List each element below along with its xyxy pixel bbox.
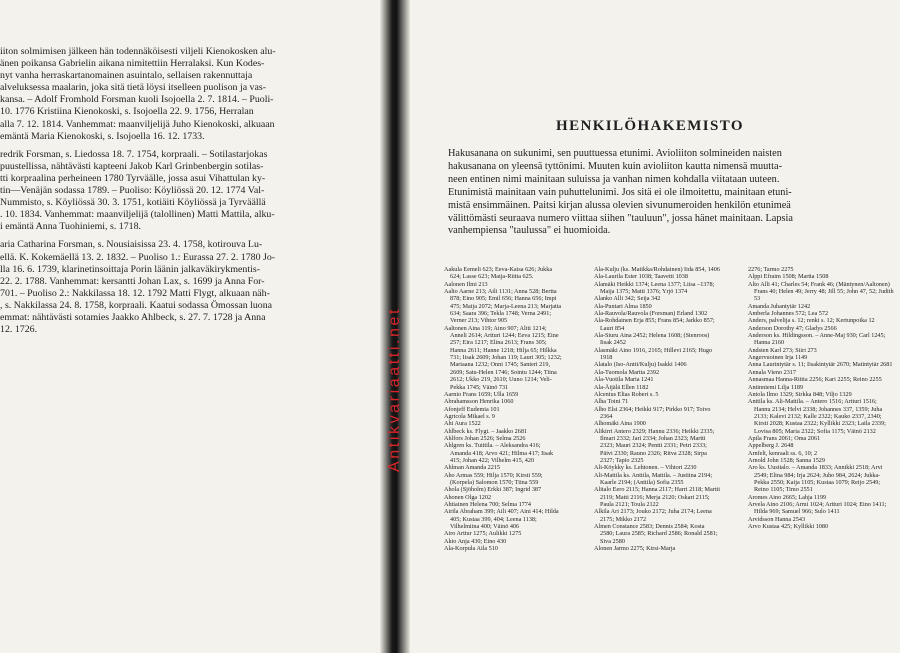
text-line: ellä. K. Kokemäellä 13. 2. 1832. – Puoliso 1.: Eurassa 27. 2. 1780 Jo-: [0, 251, 276, 263]
text-line: kansa. – Adolf Fromhold Forsman kuoli Isojoella 2. 7. 1814. – Puoli-: [0, 94, 274, 106]
index-entry: Ahlman Amanda 2215: [444, 464, 501, 472]
index-entry: Amberla Johannes 572; Lea 572: [748, 310, 829, 318]
index-entry: Ahlbeck ks. Flygt. – Jaakko 2681: [444, 427, 528, 435]
text-line: emäntä Maria Kienokoski, s. Isojoella 16. 12. 1733.: [0, 130, 205, 142]
index-entry: Arnold John 1528; Sanna 1529: [748, 456, 825, 464]
intro-line: välittömästi seuraava numero viittaa siihen "tauluun", jossa hänet mainitaan. Lapsia: [448, 212, 793, 224]
index-entry: Agricola Mikael s. 9: [444, 412, 495, 420]
index-entry: Alppi Efraim 1508; Martta 1508: [748, 273, 829, 281]
index-entry: Antola Ilmo 1329; Sirkka 848; Viljo 1329: [748, 390, 852, 398]
text-line: 10. 1776 Kristiina Kienokoski, s. Isojoella 22. 9. 1756, Herralan: [0, 106, 254, 118]
index-entry: Aarnio Frans 1659; Ulla 1659: [444, 390, 519, 398]
text-line: nyt vanha herraskartanomainen asuintalo, sellaisen rakennuttaja: [0, 70, 253, 82]
intro-line: mistä ensimmäinen. Paitsi kirjan alussa olevien sivunumeroiden henkilön etunimeä: [448, 199, 791, 211]
index-entry: Akio Anja 430; Eino 430: [444, 537, 507, 545]
index-entry: Almen Constance 2583; Dennis 2584; Kosta 2580; Laura 2585; Richard 2586; Ronald 2581; Siva 2580: [594, 523, 718, 545]
text-line: alveluksessa maalarin, joka sitä tietä löysi itselleen puolison ja vas-: [0, 82, 267, 94]
index-entry: Ali-Mattila ks. Anttila, Mattila. – Justiina 2194; Kaarle 2194; (Anttila) Sofia 2355: [594, 471, 713, 486]
index-column-1: [444, 266, 562, 653]
index-entry: Aaltonen Aina 119; Aino 907; Aliti 1214; Anneli 2614; Artturi 1244; Eeva 1215; Eine 257; Eira 1217; Elina 2613; Frans 305; Hanna 2611; Hanne 1218; Hilja 65; Hilkka 731; Iisak 2609; Johan 119; Lauri 305; 1232; Mariaana 1232; Onni 1745; Santeri 219, 2609; Satu-Helen 1746; Sointu 1244; Tiina 2612; Ukko 219, 2610; Uuno 1214; Veli-Pekka 1745; Väinö 731: [444, 324, 562, 391]
right-page: [410, 0, 900, 653]
index-entry: Ala-Korpula Aila 510: [444, 545, 498, 553]
index-entry: Angervuoinen Irja 1149: [748, 354, 808, 362]
index-entry: Arvo Kustaa 425; Kyllikki 1080: [748, 523, 829, 531]
intro-line: Etunimistä mainitaan vain puhuttelunimi. Jos sitä ei ole ilmoitettu, mainitaan etuni-: [448, 186, 792, 198]
index-entry: Amanda Juhantytär 1242: [748, 302, 811, 310]
index-entry: Ala-Puntari Alma 1850: [594, 302, 652, 310]
index-entry: Ahlfors Johan 2526; Selma 2526: [444, 434, 526, 442]
index-entry: Arvela Aino 2106; Armi 1024; Artturi 1024; Eino 1411; Hilda 969; Samuel 966; Sulo 1411: [748, 501, 887, 516]
index-entry: Ahtiainen Helena 700; Selma 1774: [444, 501, 531, 508]
index-entry: Andsten Karl 273; Siiri 273: [748, 346, 817, 354]
index-entry: Antinniemi Lilja 1189: [748, 383, 804, 391]
index-entry: Aromes Aino 2665; Lahja 1199: [748, 493, 827, 501]
index-entry: Alitalo Eero 2115; Hanna 2117; Harri 2118; Martti 2119; Matti 2116; Merja 2120; Oskari 2115; Paula 2121; Toula 2122: [594, 486, 720, 508]
text-line: puustellissa, nähtävästi kapteeni Jakob Karl Grinbenbergin sotilas-: [0, 160, 264, 172]
index-entry: Alhomäki Aina 1900: [594, 420, 646, 428]
index-entry: Anders, palvelija s. 12; renki s. 12; Kertunpoika 12: [748, 317, 875, 325]
intro-line: neen entinen nimi mainitaan suluissa ja vanhan nimen kohdalla viitataan uuteen.: [448, 173, 780, 185]
index-entry: Abrahamsson Henrika 1060: [444, 398, 514, 406]
index-entry: Ahlgren ks. Tuittila. – Aleksandra 416; Amanda 418; Arvo 421; Hilma 417; Iisak 415; Johan 422; Vilhelm 415, 420: [444, 442, 554, 464]
index-entry: Airila Abraham 399; Aili 407; Aini 414; Hilda 405; Kustaa 399, 404; Leena 1138; Vilhelmiina 400; Väinö 406: [444, 508, 559, 531]
index-entry: Ahi Aura 1522: [444, 420, 481, 428]
index-entry: Alasmäki Aino 1916, 2165; Hillevi 2165; Hugo 1918: [594, 346, 713, 362]
index-title: HENKILÖHAKEMISTO: [556, 118, 744, 134]
index-column-3: [748, 266, 894, 653]
index-entry: Ahonen Olga 1202: [444, 493, 492, 501]
left-page-text: [0, 46, 376, 336]
text-line: 12. 1726.: [0, 324, 38, 336]
index-entry: Ala-Siuru Aina 2452; Helena 1608; (Stenroos) Iisak 2452: [594, 332, 710, 347]
index-entry: Aho Armas 559; Hilja 1570; Kirsti 559; (Korpela) Salomon 1570; Tiina 559: [444, 471, 543, 486]
index-entry: Ala-Rohdainen Erja 855; Frans 854; Jarkko 857; Lauri 854: [594, 317, 715, 332]
index-entry: Arnfelt, kenraali ss. 6, 10; 2: [748, 449, 818, 457]
index-entry: Afonjeff Eudemia 101: [444, 405, 500, 413]
text-line: Nummisto, s. Köyliössä 30. 3. 1751, kotiäiti Köyliössä ja Tyrväällä: [0, 197, 266, 209]
index-entry: Alcenius Elias Robert s. 5: [594, 390, 659, 398]
index-entry: Arvidsson Hanna 2543: [748, 515, 806, 523]
text-line: 701. – Puoliso 2.: Nakkilassa 18. 12. 1792 Matti Flygt, alkuaan näh-: [0, 287, 270, 299]
text-line: aria Catharina Forsman, s. Nousiaisissa 23. 4. 1758, kotirouva Lu-: [0, 239, 263, 251]
index-entry: Alatalo (Iso-Antti/Kulju) Isakki 1406: [594, 361, 687, 369]
index-entry: Alho Elsi 2364; Heikki 917; Pirkko 917; Toivo 2364: [594, 405, 711, 420]
index-entry: Apila Frans 2061; Oma 2061: [748, 434, 821, 442]
index-entry: Alto Alli 41; Charles 54; Frank 46; (Mäntynen/Aaltonen) Frans 40; Helen 49; Jerry 48; Jill 55; John 47, 52; Judith 53: [748, 280, 894, 303]
text-line: emmat: nähtävästi sotamies Jaakko Ahlbeck, s. 27. 7. 1728 ja Anna: [0, 311, 266, 323]
index-entry: Alha Toini 71: [594, 398, 629, 406]
intro-line: vanhempiensa "taulussa" ei huomioida.: [448, 225, 611, 237]
intro-line: Hakusanana on sukunimi, sen puuttuessa etunimi. Avioliiton solmineiden naisten: [448, 148, 782, 159]
index-entry: Anttila ks. Ali-Mattila. – Antero 1516; Artturi 1516; Hannu 2134; Helvi 2338; Johannes 337, 1359; Juha 2133; Kalevi 2132; Kalle 2322; Kauko 2337, 2340; Kirsti 2028; Kustaa 2322; Kyllikki 2323; Laila 2339; Lovisa 805; Maria 2322; Sofia 1175; Väinö 2132: [748, 398, 886, 435]
text-line: alla 7. 12. 1814. Vanhemmat: maanviljelijä Juho Kienokoski, alkuaan: [0, 118, 275, 130]
text-line: tin—Venäjän sodassa 1789. – Puoliso: Köyliössä 20. 12. 1774 Val-: [0, 185, 265, 197]
index-entry: Ala-Kulju (ks. Matikka/Rohdainen) Iida 854, 1406: [594, 266, 720, 273]
index-entry: Alkila Ari 2173; Jouko 2172; Juha 2174; Leena 2175; Mikko 2172: [594, 508, 712, 523]
left-page: [0, 0, 380, 653]
intro-line: hakusanana on yleensä tyttönimi. Muuten kuin avioliiton kautta nimensä muutta-: [448, 160, 783, 172]
index-entry: Ahola (Sjöholm) Erkki 387; Ingrid 387: [444, 486, 542, 494]
index-entry: Appelberg J. 2648: [748, 442, 794, 450]
index-entry: Alonen Jarmo 2275; Kirsi-Marja: [594, 545, 676, 553]
text-line: tti korpraalina perheineen 1780 Tyrväälle, jossa asui Vihattulan ky-: [0, 172, 266, 184]
index-entry: Anderson Dorothy 47; Gladys 2566: [748, 324, 837, 332]
index-column-2: [594, 266, 720, 653]
text-line: . 10. 1834. Vanhemmat: maanviljelijä (talollinen) Matti Mattila, alku-: [0, 209, 275, 221]
index-entry: Annasmaa Hanna-Riitta 2256; Kari 2255; Reino 2255: [748, 376, 882, 384]
text-line: iiton solmimisen jälkeen hän todennäköisesti viljeli Kienokosken alu-: [0, 46, 276, 57]
text-line: i emäntä Anna Tuohiniemi, s. 1718.: [0, 221, 141, 233]
text-line: 22. 2. 1788. Vanhemmat: kersantti Johan Lax, s. 1699 ja Anna For-: [0, 275, 265, 287]
text-line: redrik Forsman, s. Liedossa 18. 7. 1754, korpraali. – Sotilastarjokas: [0, 148, 268, 160]
index-entry: Airo Arttur 1275; Aulikki 1275: [444, 530, 522, 538]
index-entry: Ala-Rauvola/Rauvola (Forsman) Erland 1302: [594, 310, 708, 318]
index-entry: Annala Vieno 2317: [748, 368, 796, 376]
index-entry: Aakula Eemeli 623; Eeva-Kaisa 626; Jukka 624; Lasse 623; Maija-Riitta 625.: [444, 266, 553, 281]
index-entry: 2276; Tarmo 2275: [748, 266, 794, 273]
index-entry: Alanko Alli 342; Seija 342: [594, 295, 661, 303]
watermark: Antikvariaatti.net: [386, 306, 403, 472]
index-entry: Alikirri Antero 2329; Hannu 2336; Heikki 2335; Ilmari 2332; Jari 2334; Johan 2323; Martti 2323; Mauri 2324; Pentti 2331; Petri 2333; Päivi 2330; Rauno 2326; Ritva 2328; Sirpa 2327; Tapio 2325: [594, 427, 715, 464]
index-entry: Aro ks. Uusitalo. – Amanda 1833; Annikki 2518; Arvi 2549; Elina 984; Irja 2624; Juho 984, 2624; Jukka-Pekka 2550; Kaija 1105; Kustaa 1079; Reijo 2549; Reino 1105; Timo 2551: [748, 464, 883, 494]
index-entry: Anna Laurintytär s. 11; Iisakintytär 2670; Matintytär 2681: [748, 361, 893, 369]
text-line: lla 16. 6. 1739, klarinetinsoittaja Porin läänin jalkaväkirykmentis-: [0, 263, 260, 275]
index-entry: Ala-Äijälä Ellen 1182: [594, 383, 649, 391]
person-index: [444, 266, 894, 653]
text-line: änen poikansa Gabrielin aikana nimitettiin Herralaksi. Kun Kodes-: [0, 58, 265, 70]
index-entry: Ala-Laurila Ester 1038; Taavetti 1038: [594, 273, 688, 281]
index-entry: Alamäki Heikki 1374; Leena 1377; Liisa –1378; Maija 1375; Matti 1376; Yrjö 1374: [594, 280, 715, 296]
index-entry: Ala-Vuotila Maria 1241: [594, 376, 654, 384]
index-entry: Aalonen Ilmi 213: [444, 280, 488, 288]
text-line: , s. Nakkilassa 24. 8. 1758, korpraali. Kaatui sodassa Ömossan luona: [0, 299, 273, 311]
index-entry: Anderson ks. Hildingsson. – Anne-Maj 930; Carl 1245; Hanna 2160: [748, 332, 886, 347]
index-entry: Ali-Köykky ks. Lehtonen. – Vihtori 2230: [594, 464, 697, 472]
index-entry: Ala-Tuomola Martta 2392: [594, 368, 660, 376]
index-entry: Aalto Aarne 213; Aili 1131; Anna 528; Bertta 878; Eino 905; Emil 656; Hanna 656; Impi 475; Maija 2072; Marja-Leena 213; Marjatta 634; Saara 396; Tekla 1748; Verna 2491; Verner 213; Vihtor 905: [444, 288, 562, 325]
index-intro: [448, 148, 888, 238]
